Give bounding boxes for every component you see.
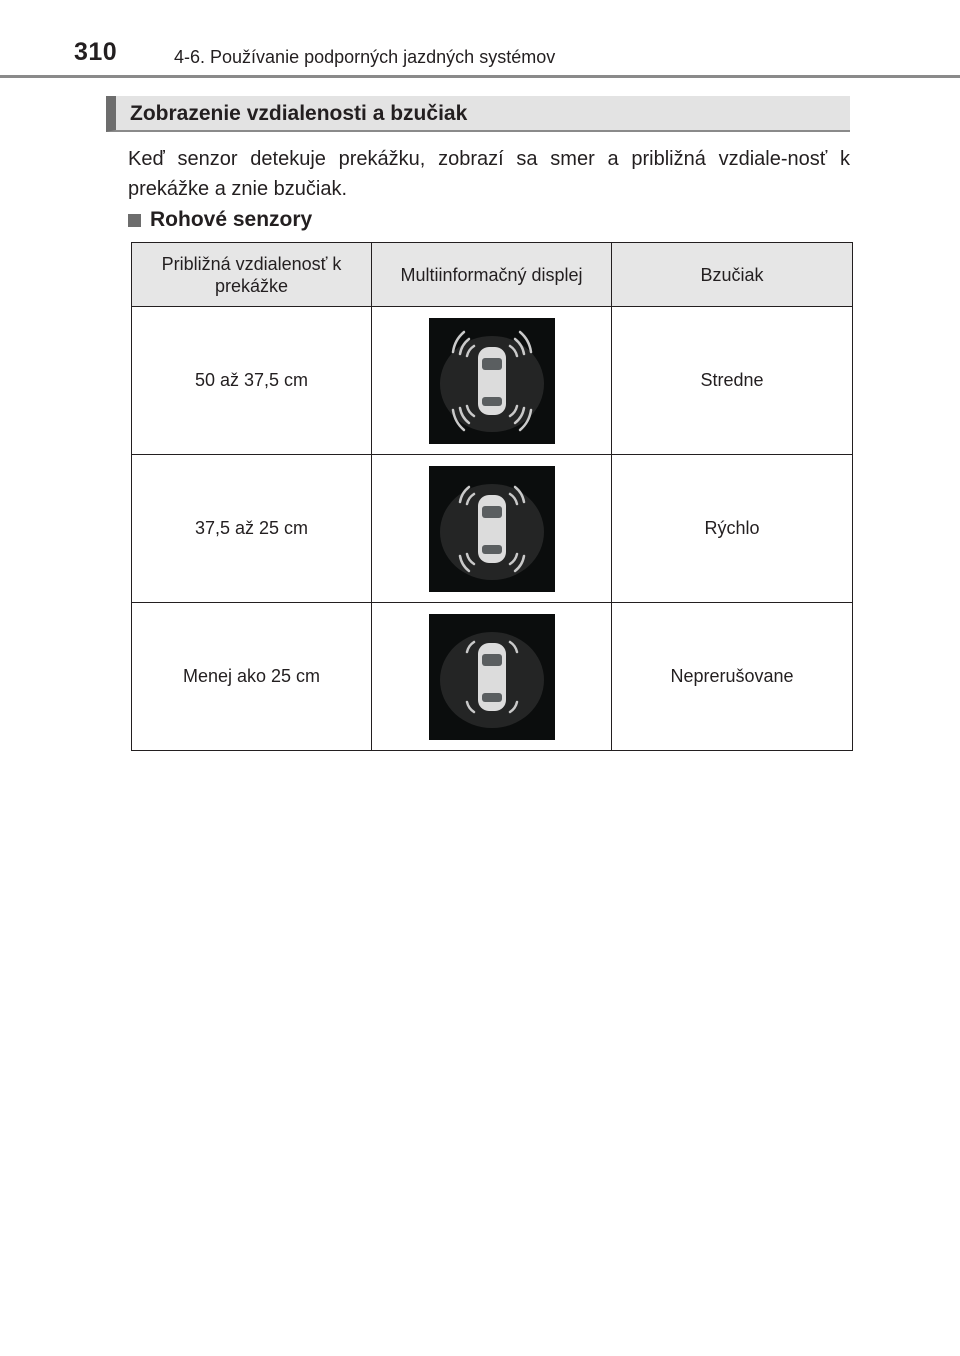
section-heading-bar <box>106 96 850 132</box>
corner-sensor-screen-far-icon <box>429 318 555 444</box>
subsection-title: Rohové senzory <box>150 208 313 231</box>
table-header-row <box>132 243 853 307</box>
section-title: Zobrazenie vzdialenosti a bzučiak <box>130 102 468 125</box>
distance-buzzer-table <box>131 242 853 751</box>
header-buzzer: Bzučiak <box>612 243 853 307</box>
buzzer-cell: Stredne <box>612 307 853 455</box>
display-cell <box>372 603 612 751</box>
distance-cell: Menej ako 25 cm <box>132 603 372 751</box>
header-distance: Približná vzdialenosť k prekážke <box>132 243 372 307</box>
display-cell <box>372 455 612 603</box>
buzzer-cell: Rýchlo <box>612 455 853 603</box>
page-number: 310 <box>74 38 118 66</box>
square-bullet-icon <box>128 214 141 227</box>
corner-sensor-screen-near-icon <box>429 614 555 740</box>
table-row <box>132 603 853 751</box>
table-row <box>132 455 853 603</box>
display-cell <box>372 307 612 455</box>
corner-sensor-screen-mid-icon <box>429 466 555 592</box>
distance-cell: 50 až 37,5 cm <box>132 307 372 455</box>
header-display: Multiinformačný displej <box>372 243 612 307</box>
intro-paragraph: Keď senzor detekuje prekážku, zobrazí sa smer a približná vzdiale-nosť k prekážke a znie bzučiak. <box>128 148 850 200</box>
header-divider <box>0 75 960 78</box>
table-row <box>132 307 853 455</box>
subsection-heading <box>128 208 312 232</box>
chapter-title: 4-6. Používanie podporných jazdných systémov <box>174 47 556 67</box>
buzzer-cell: Neprerušovane <box>612 603 853 751</box>
distance-cell: 37,5 až 25 cm <box>132 455 372 603</box>
